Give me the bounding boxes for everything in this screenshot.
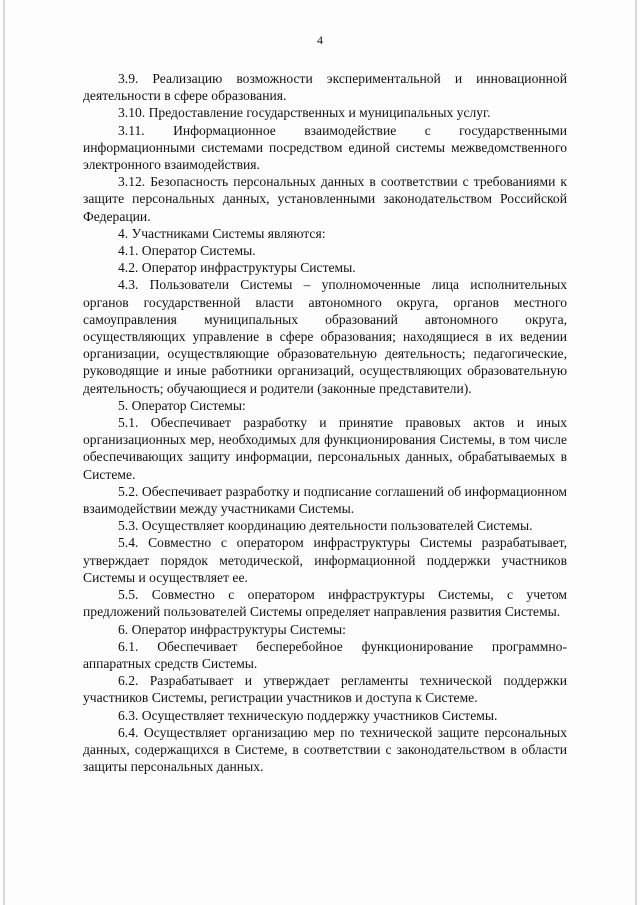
document-body — [83, 70, 567, 775]
paragraph-4-2: 4.2. Оператор инфраструктуры Системы. — [118, 260, 356, 276]
paragraph-3-10: 3.10. Предоставление государственных и муниципальных услуг. — [118, 105, 491, 121]
scan-edge-right — [635, 0, 637, 905]
paragraph-4-1: 4.1. Оператор Системы. — [118, 243, 256, 259]
paragraph-5-3: 5.3. Осуществляет координацию деятельности пользователей Системы. — [118, 518, 533, 534]
paragraph-6-2: 6.2. Разрабатывает и утверждает регламенты технической поддержки участников Системы, регистрации участников и доступа к Системе. — [83, 673, 567, 706]
page-number: 4 — [317, 33, 323, 47]
paragraph-5-1: 5.1. Обеспечивает разработку и принятие правовых актов и иных организационных мер, необходимых для функционирования Системы, в том числе обеспечивающих защиту информации, персональных данных, обрабатываемых в Системе. — [83, 415, 567, 482]
paragraph-6-4: 6.4. Осуществляет организацию мер по технической защите персональных данных, содержащихся в Системе, в соответствии с законодательством в области защиты персональных данных. — [83, 724, 567, 775]
paragraph-5-2: 5.2. Обеспечивает разработку и подписание соглашений об информационном взаимодействии между участниками Системы. — [83, 483, 567, 517]
paragraph-6: 6. Оператор инфраструктуры Системы: — [118, 621, 346, 637]
scan-edge-left — [3, 0, 5, 905]
paragraph-3-11: 3.11. Информационное взаимодействие с государственными информационными системами посредством единой системы межведомственного электронного взаимодействия. — [83, 122, 567, 173]
paragraph-4: 4. Участниками Системы являются: — [118, 225, 326, 241]
paragraph-3-9: 3.9. Реализацию возможности экспериментальной и инновационной деятельности в сфере образования. — [83, 71, 567, 104]
paragraph-6-3: 6.3. Осуществляет техническую поддержку участников Системы. — [118, 707, 498, 723]
paragraph-4-3: 4.3. Пользователи Системы – уполномоченные лица исполнительных органов государственной власти автономного округа, органов местного самоуправления муниципальных образований автономного округа, осуществляющих управление в сфере образования; находящиеся в их ведении организации, осуществляющие образовательную деятельность; педагогические, руководящие и иные работники организаций, осуществляющих образовательную деятельность; обучающиеся и родители (законные представители). — [83, 277, 567, 396]
paragraph-5-5: 5.5. Совместно с оператором инфраструктуры Системы, с учетом предложений пользователей Системы определяет направления развития Системы. — [83, 587, 567, 620]
paragraph-5: 5. Оператор Системы: — [118, 397, 246, 413]
paragraph-5-4: 5.4. Совместно с оператором инфраструктуры Системы разрабатывает, утверждает порядок методической, информационной поддержки участников Системы и осуществляет ее. — [83, 535, 567, 585]
paragraph-3-12: 3.12. Безопасность персональных данных в соответствии с требованиями к защите персональных данных, установленными законодательством Российской Федерации. — [83, 174, 567, 224]
paragraph-6-1: 6.1. Обеспечивает бесперебойное функционирование программно-аппаратных средств Системы. — [83, 638, 567, 671]
